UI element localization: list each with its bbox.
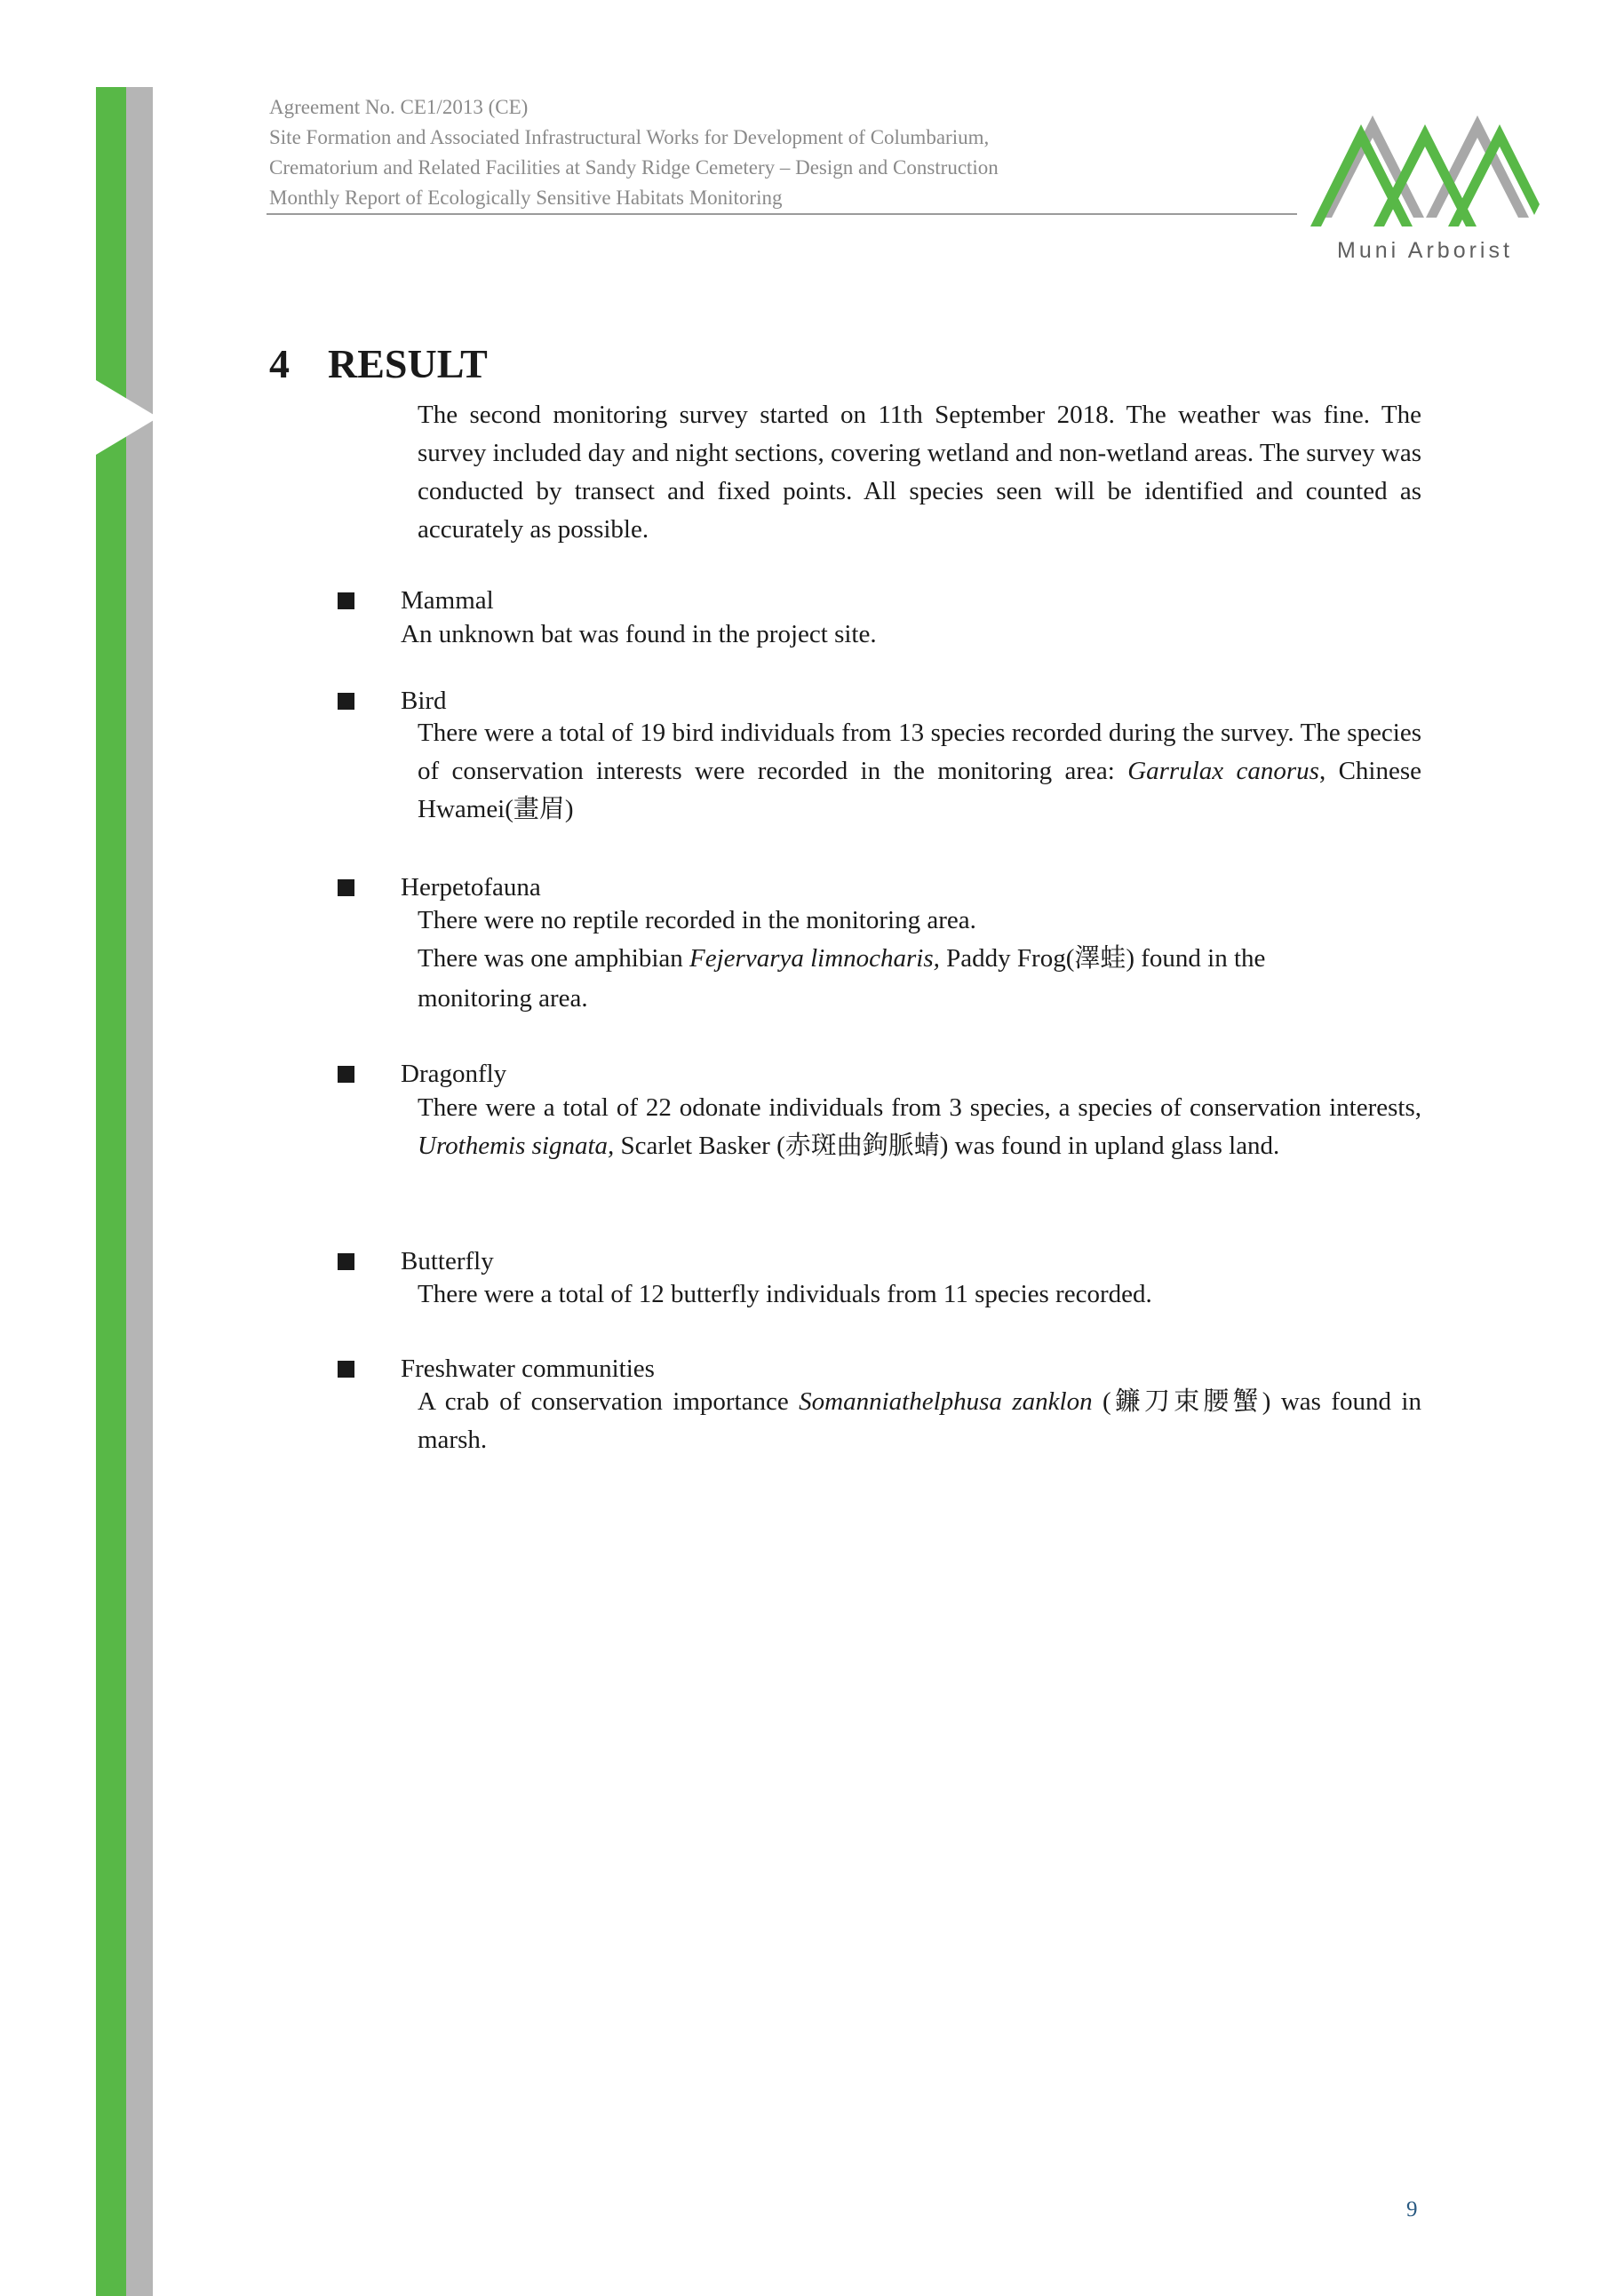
freshwater-text-tail: (鐮刀束腰蟹) was found in marsh. (418, 1387, 1421, 1454)
dragonfly-text-tail: Scarlet Basker (赤斑曲鉤脈蜻) was found in upland glass land. (614, 1132, 1280, 1160)
freshwater-text-lead: A crab of conservation importance (418, 1387, 800, 1416)
bullet-herpetofauna (338, 879, 354, 896)
bird-text (418, 714, 1421, 829)
header-project-line-1: Site Formation and Associated Infrastructural Works for Development of Columbarium, (269, 126, 990, 148)
herpetofauna-line-2 (418, 940, 1421, 978)
intro-paragraph: The second monitoring survey started on 11th September 2018. The weather was fine. The survey included day and night sections, covering wetland and non-wetland areas. The survey was conducted by transect and fixed points. All species seen will be identified and counted as accurately as possible. (418, 401, 1421, 544)
herpetofauna-line-2-tail: Paddy Frog(澤蛙) found in the (939, 944, 1266, 973)
document-header (269, 92, 1300, 213)
header-report-title: Monthly Report of Ecologically Sensitive Habitats Monitoring (269, 187, 783, 209)
bullet-dragonfly (338, 1066, 354, 1083)
bullet-mammal (338, 592, 354, 609)
dragonfly-species-name: Urothemis signata, (418, 1132, 615, 1160)
mammal-text: An unknown bat was found in the project site. (401, 620, 877, 648)
bullet-butterfly (338, 1253, 354, 1270)
freshwater-heading: Freshwater communities (401, 1355, 655, 1383)
header-divider (267, 213, 1297, 215)
bullet-freshwater (338, 1361, 354, 1378)
logo-wordmark: Muni Arborist (1337, 238, 1513, 263)
freshwater-text (418, 1383, 1421, 1459)
herpetofauna-line-1: There were no reptile recorded in the monitoring area. (418, 906, 976, 934)
bird-text-tail: , Chinese Hwamei(畫眉) (418, 757, 1421, 823)
mammal-heading: Mammal (401, 586, 494, 615)
bird-heading: Bird (401, 687, 447, 715)
bullet-bird (338, 693, 354, 710)
herpetofauna-line-2-lead: There was one amphibian (418, 944, 690, 973)
section-title: RESULT (328, 341, 488, 386)
herpetofauna-heading: Herpetofauna (401, 873, 541, 902)
section-heading (269, 339, 488, 389)
section-chevron-marker (96, 380, 158, 455)
bird-species-name: Garrulax canorus (1127, 757, 1319, 785)
dragonfly-text (418, 1089, 1421, 1165)
page-number: 9 (1406, 2197, 1418, 2221)
dragonfly-heading: Dragonfly (401, 1060, 507, 1088)
header-project-line-2: Crematorium and Related Facilities at Sandy Ridge Cemetery – Design and Construction (269, 156, 999, 179)
freshwater-species-name: Somanniathelphusa zanklon (799, 1387, 1093, 1416)
bird-text-lead: There were a total of 19 bird individuals from 13 species recorded during the survey. The species of conservation interests were recorded in the monitoring area: (418, 719, 1421, 785)
header-agreement-no: Agreement No. CE1/2013 (CE) (269, 96, 529, 118)
section-number: 4 (269, 341, 290, 386)
butterfly-text: There were a total of 12 butterfly individuals from 11 species recorded. (418, 1280, 1152, 1308)
herpetofauna-species-name: Fejervarya limnocharis, (689, 944, 940, 973)
herpetofauna-line-3: monitoring area. (418, 984, 588, 1013)
butterfly-heading: Butterfly (401, 1247, 494, 1275)
dragonfly-text-lead: There were a total of 22 odonate individuals from 3 species, a species of conservation interests, (418, 1093, 1421, 1122)
